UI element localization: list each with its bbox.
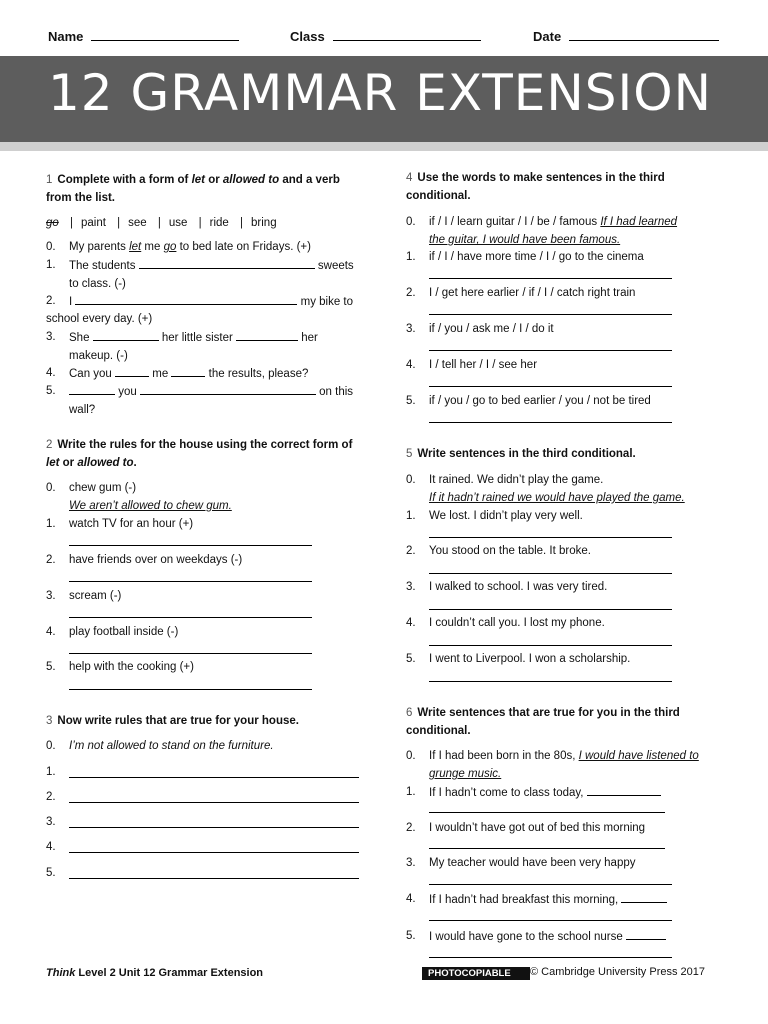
answer-line[interactable]	[69, 827, 359, 828]
answer-blank[interactable]	[69, 382, 115, 395]
answer-line[interactable]	[429, 920, 672, 921]
answer-line[interactable]	[69, 689, 312, 690]
exercise-3	[46, 712, 364, 730]
answer-blank[interactable]	[139, 256, 315, 269]
answer-line[interactable]	[429, 957, 672, 958]
word-item: see	[128, 217, 147, 229]
answer-blank[interactable]	[236, 328, 298, 341]
footer-book-info	[46, 967, 263, 979]
date-label: Date	[533, 29, 562, 44]
word-item: use	[168, 217, 188, 229]
exercise-6	[406, 704, 724, 740]
book-unit: Level 2 Unit 12 Grammar Extension	[75, 967, 264, 979]
name-field	[48, 28, 239, 44]
answer-line[interactable]	[429, 681, 672, 682]
copyright-text: © Cambridge University Press 2017	[530, 966, 706, 978]
page-title: 12 GRAMMAR EXTENSION	[48, 64, 713, 122]
answer-line[interactable]	[429, 350, 672, 351]
exercise-2-instruction: 2 Write the rules for the house using the correct form of let or allowed to.	[46, 439, 353, 469]
word-item: bring	[251, 217, 277, 229]
answer-line[interactable]	[429, 609, 672, 610]
class-field	[290, 28, 481, 44]
answer-blank[interactable]	[115, 364, 149, 377]
exercise-4-instruction: 4 Use the words to make sentences in the third conditional.	[406, 172, 665, 202]
answer-line[interactable]	[429, 884, 672, 885]
name-label: Name	[48, 29, 84, 44]
answer-line[interactable]	[429, 422, 672, 423]
answer-line[interactable]	[429, 645, 672, 646]
answer-blank[interactable]	[587, 783, 661, 796]
answer-line[interactable]	[429, 537, 672, 538]
exercise-2	[46, 436, 364, 472]
answer-blank[interactable]	[621, 890, 667, 903]
exercise-5-instruction: 5 Write sentences in the third conditional.	[406, 448, 636, 460]
answer-blank[interactable]	[75, 292, 297, 305]
exercise-4	[406, 169, 724, 205]
exercise-1-instruction: 1 Complete with a form of let or allowed to and a verb from the list.	[46, 174, 340, 204]
answer-line[interactable]	[429, 848, 665, 849]
answer-line[interactable]	[429, 278, 672, 279]
word-item: paint	[81, 217, 106, 229]
exercise-3-instruction: 3 Now write rules that are true for your house.	[46, 715, 299, 727]
class-label: Class	[290, 29, 325, 44]
word-list: go | paint | see | use | ride | bring	[46, 217, 277, 229]
date-line	[569, 28, 719, 41]
answer-blank[interactable]	[171, 364, 205, 377]
answer-blank[interactable]	[93, 328, 159, 341]
word-item: ride	[209, 217, 229, 229]
date-field	[533, 28, 719, 44]
answer-line[interactable]	[69, 545, 312, 546]
answer-line[interactable]	[429, 386, 672, 387]
answer-line[interactable]	[69, 878, 359, 879]
photocopiable-badge: PHOTOCOPIABLE	[422, 967, 530, 980]
answer-line[interactable]	[69, 581, 312, 582]
answer-line[interactable]	[69, 617, 312, 618]
exercise-5	[406, 445, 724, 463]
banner-divider	[0, 142, 768, 151]
answer-line[interactable]	[429, 573, 672, 574]
name-line	[91, 28, 239, 41]
answer-line[interactable]	[429, 314, 672, 315]
answer-blank[interactable]	[626, 927, 666, 940]
title-banner	[0, 56, 768, 142]
answer-line[interactable]	[429, 812, 665, 813]
answer-line[interactable]	[69, 802, 359, 803]
book-title: Think	[46, 967, 76, 979]
exercise-6-instruction: 6 Write sentences that are true for you in the third conditional.	[406, 707, 680, 737]
answer-line[interactable]	[69, 653, 312, 654]
answer-line[interactable]	[69, 777, 359, 778]
word-item: go	[46, 217, 59, 229]
answer-line[interactable]	[69, 852, 359, 853]
answer-blank[interactable]	[140, 382, 316, 395]
class-line	[333, 28, 481, 41]
exercise-1	[46, 171, 364, 207]
